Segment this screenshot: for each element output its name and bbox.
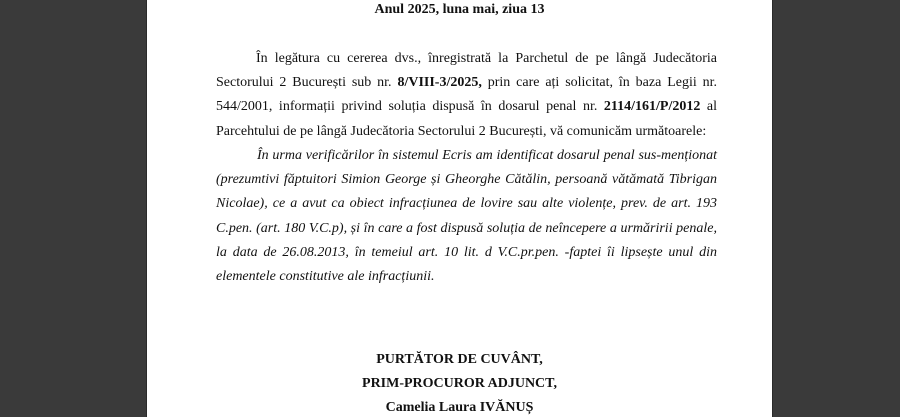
paragraph1-text-part1: În legătura cu cererea dvs., înregistrată la Parchetul de pe lângă Judecătoria Sectorului 2 București sub nr.	[216, 51, 717, 91]
case-number: 2114/161/P/2012	[603, 99, 701, 115]
date-line: Anul 2025, luna mai, ziua 13	[374, 2, 545, 17]
signature-title-spokesperson: PURTĂTOR DE CUVÂNT,	[376, 352, 543, 367]
paragraph1-text-part2: prin care ați solicitat, în baza Legii nr. 544/2001, informații privind soluția dispusă în dosarul penal nr.	[216, 75, 718, 115]
signature-name: Camelia Laura IVĂNUȘ	[385, 400, 534, 415]
document-page	[146, 0, 773, 417]
paragraph-case-details: În urma verificărilor în sistemul Ecris am identificat dosarul penal sus-menționat (prezumtivi făptuitori Simion George și Gheorghe Cătălin, persoană vătămată Tibrigan Nicolae), ce a avut ca obiect infracțiunea de lovire sau alte violențe, prev. de art. 193 C.pen. (art. 180 V.C.p), și în care a fost dispusă soluția de neîncepere a urmăririi penale, la data de 26.08.2013, în temeiul art. 10 lit. d V.C.pr.pen. -faptei îi lipsește unul din elementele constitutive ale infracțiunii.	[216, 148, 717, 285]
paragraph1-text-part3: al Parcehtului de pe lângă Judecătoria Sectorului 2 București, vă comunicăm următoarele:	[216, 99, 717, 139]
paragraph-request-reference	[216, 47, 717, 144]
registration-number: 8/VIII-3/2025,	[397, 75, 482, 91]
signature-title-deputy-prosecutor: PRIM-PROCUROR ADJUNCT,	[362, 376, 557, 391]
